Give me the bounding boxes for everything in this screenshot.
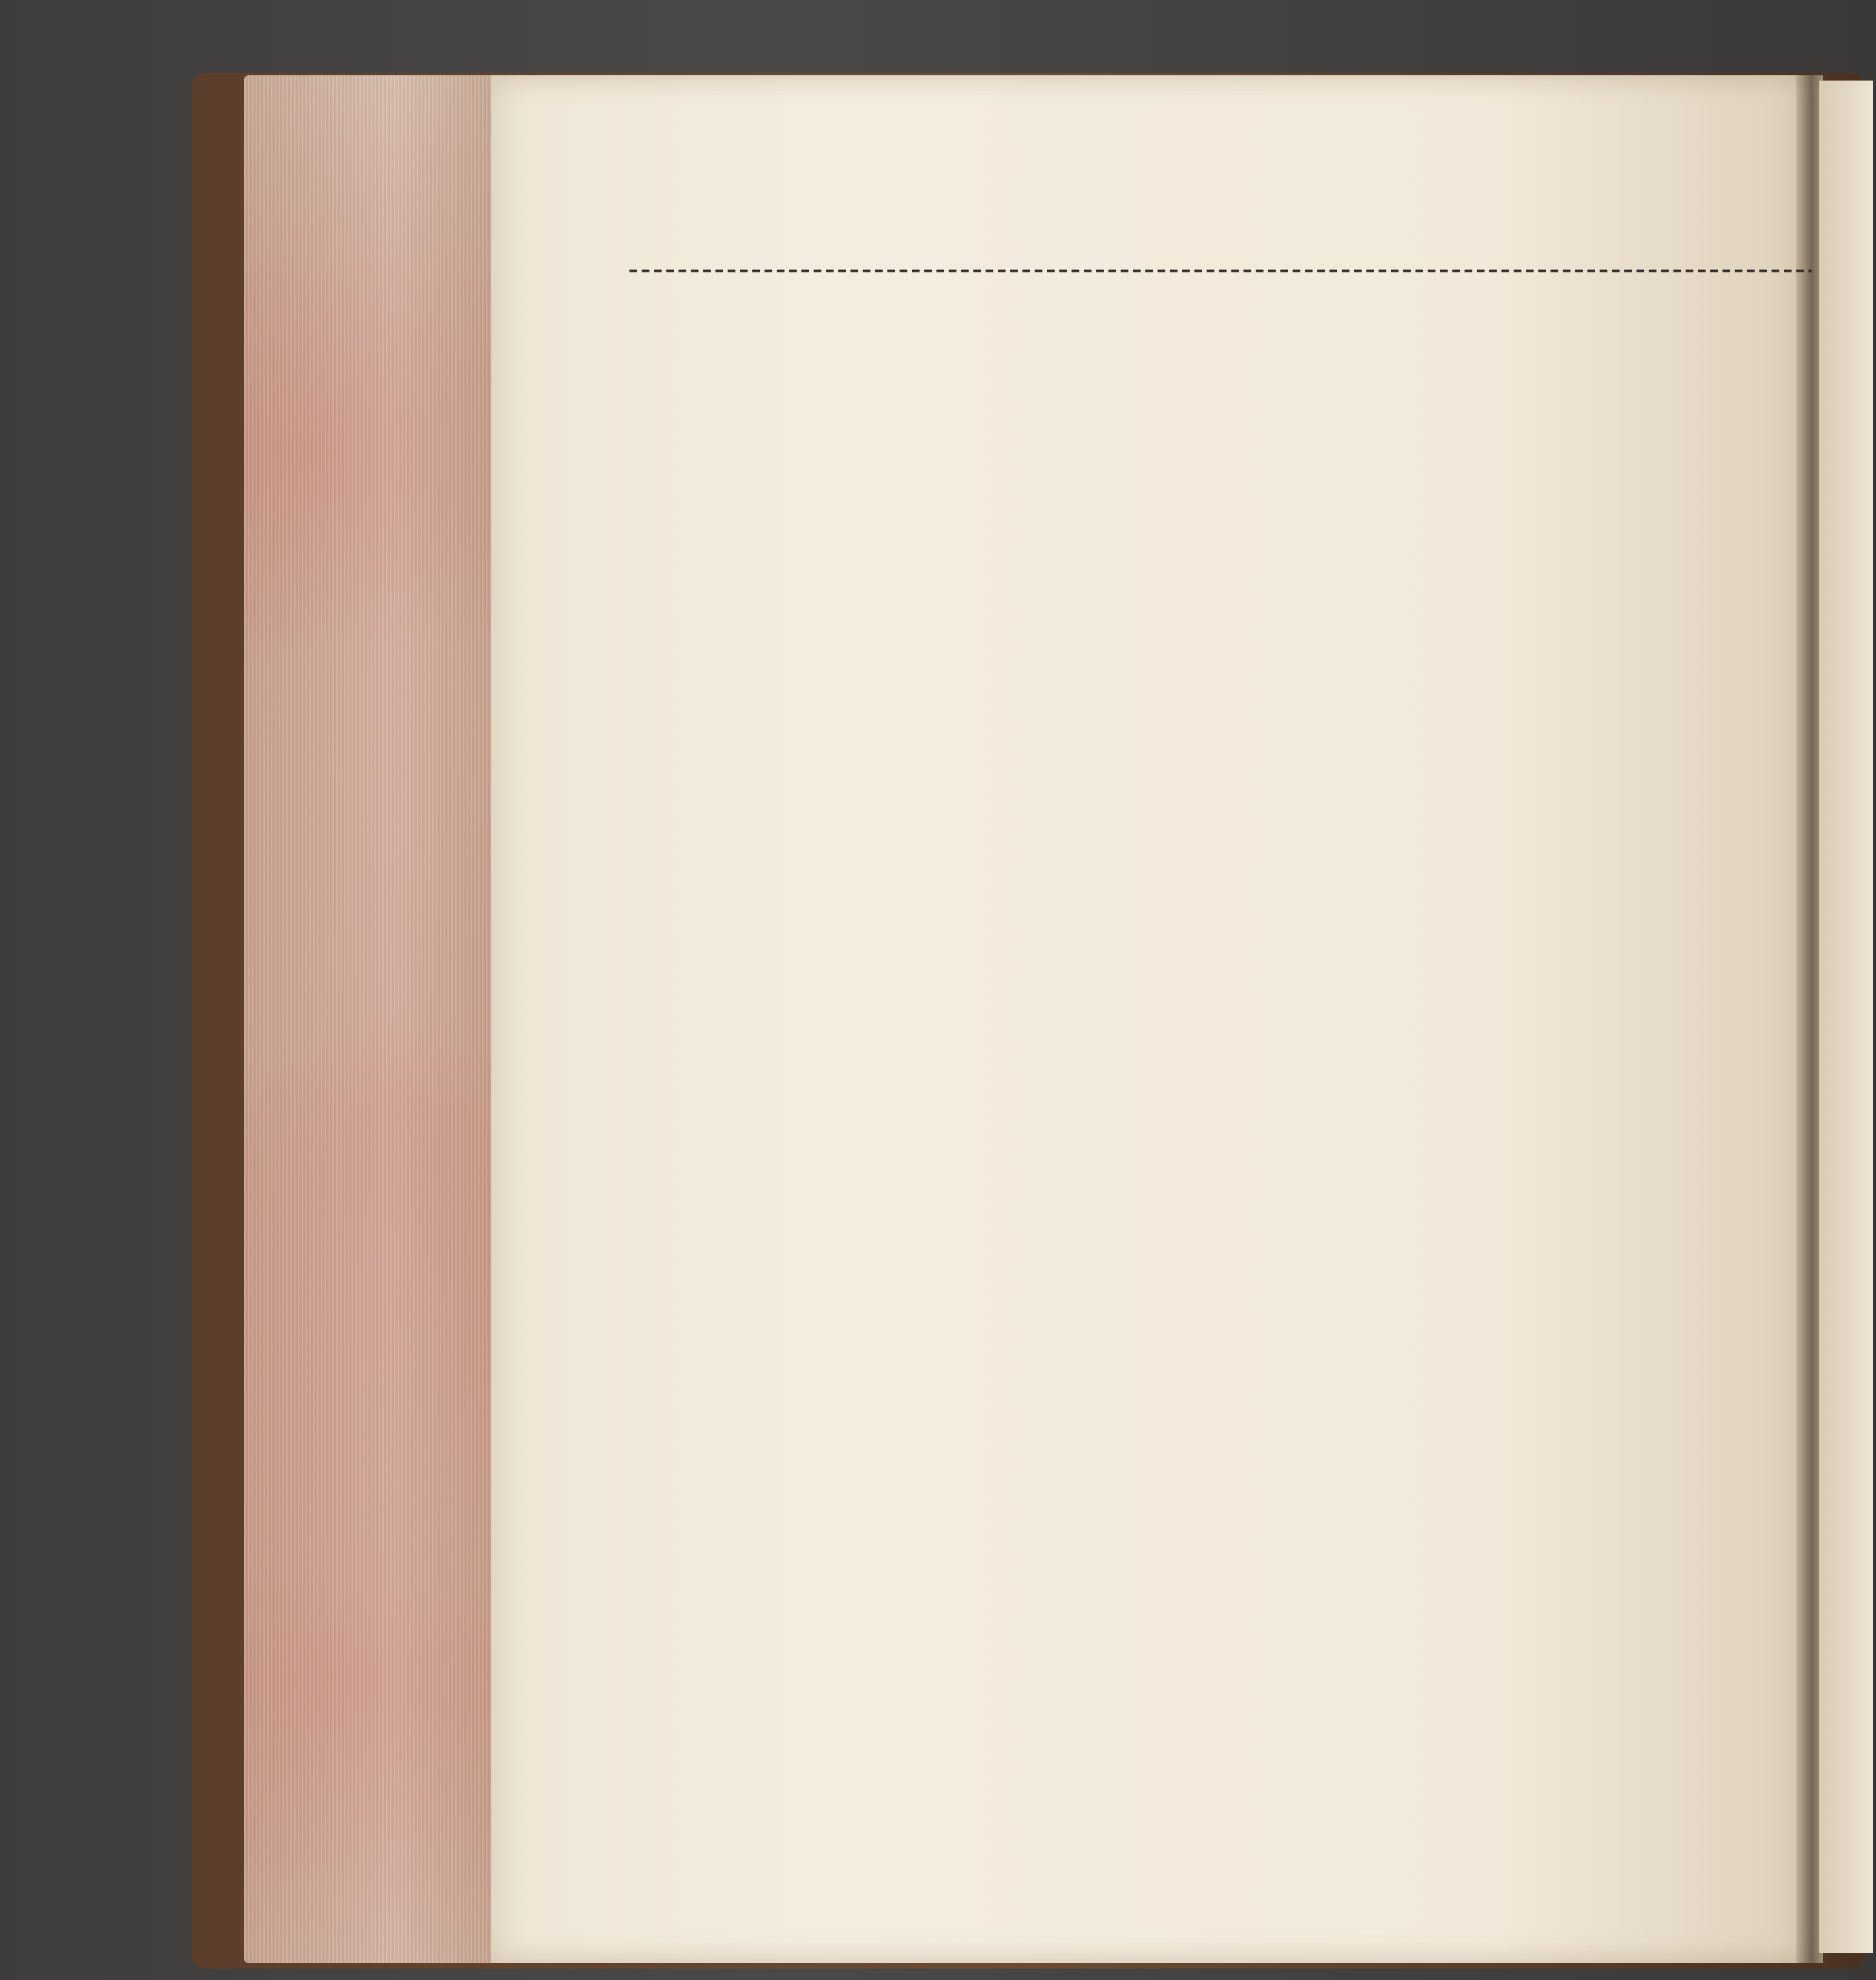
drop-cap xyxy=(641,688,655,692)
page-block-edge xyxy=(244,75,497,1963)
left-column xyxy=(641,688,1224,692)
facing-page-edge xyxy=(1819,81,1873,1953)
book-page xyxy=(491,75,1823,1963)
page-header xyxy=(629,163,1812,210)
ornament-band xyxy=(629,221,1812,321)
